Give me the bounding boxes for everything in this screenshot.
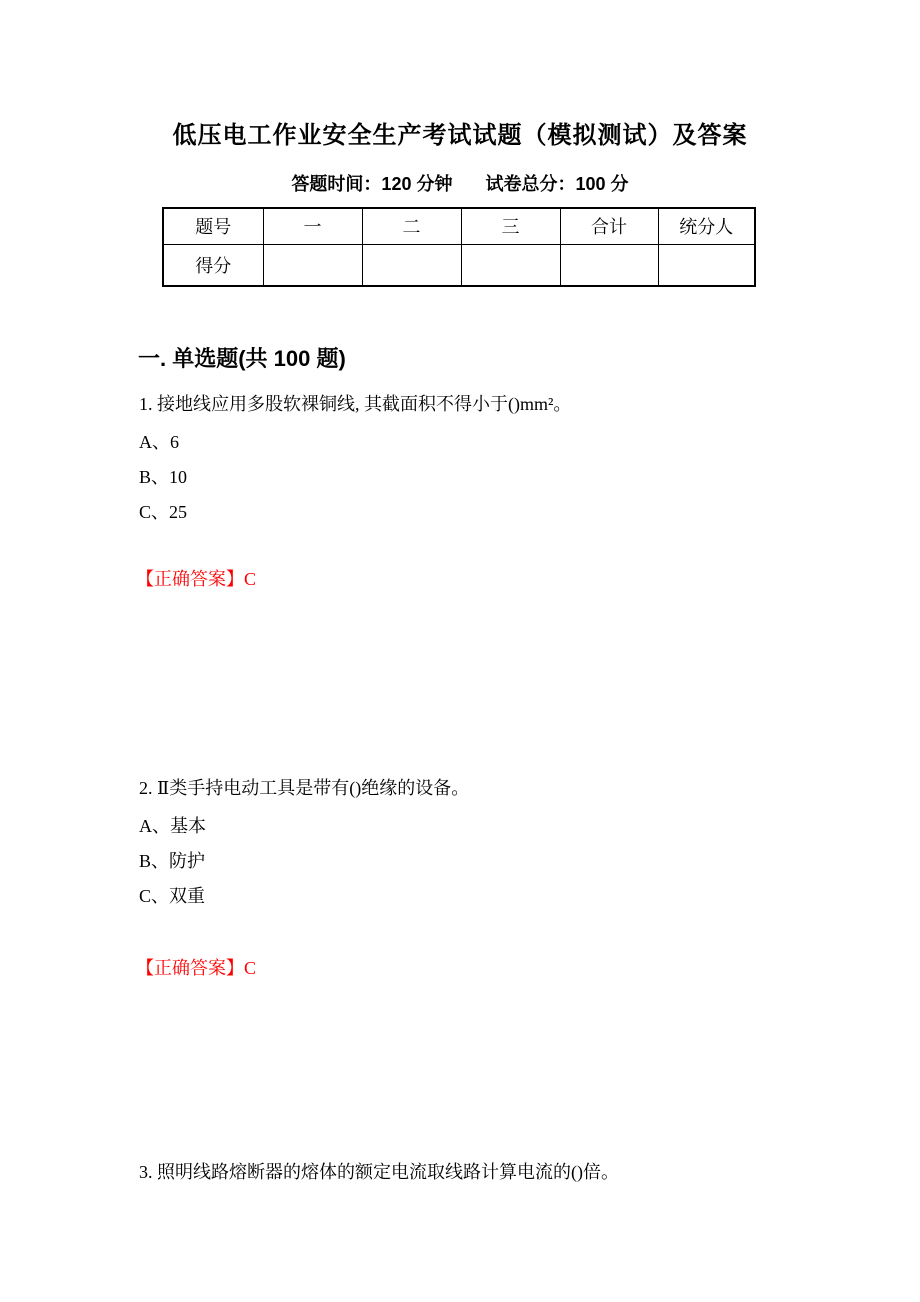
question-1-answer bbox=[136, 569, 256, 590]
question-1-option-b: B、10 bbox=[139, 467, 188, 487]
exam-time-label: 答题时间：120 分钟 bbox=[291, 174, 453, 194]
question-3-text: 3. 照明线路熔断器的熔体的额定电流取线路计算电流的()倍。 bbox=[139, 1162, 619, 1182]
answer-value: C bbox=[244, 569, 257, 589]
question-2-answer bbox=[136, 958, 256, 979]
score-header-part-one: 一 bbox=[263, 208, 362, 244]
score-cell bbox=[461, 244, 560, 286]
score-header-question-number: 题号 bbox=[163, 208, 263, 244]
score-cell bbox=[560, 244, 658, 286]
page-title: 低压电工作业安全生产考试试题（模拟测试）及答案 bbox=[172, 122, 748, 149]
score-table bbox=[162, 207, 756, 287]
question-2-option-b: B、防护 bbox=[139, 851, 206, 871]
answer-value: C bbox=[244, 958, 257, 978]
question-2-option-c: C、双重 bbox=[139, 886, 206, 906]
score-cell bbox=[263, 244, 362, 286]
question-1-option-a: A、6 bbox=[139, 432, 179, 452]
exam-meta bbox=[0, 175, 920, 195]
section-heading: 一. 单选题(共 100 题) bbox=[138, 346, 346, 371]
question-1-text: 1. 接地线应用多股软裸铜线, 其截面积不得小于()mm²。 bbox=[139, 394, 572, 414]
score-header-grader: 统分人 bbox=[658, 208, 755, 244]
score-header-part-three: 三 bbox=[461, 208, 560, 244]
answer-label: 【正确答案】 bbox=[136, 569, 244, 589]
score-cell bbox=[362, 244, 461, 286]
question-1-option-c: C、25 bbox=[139, 502, 188, 522]
question-2-option-a: A、基本 bbox=[139, 816, 206, 836]
score-table-value-row bbox=[163, 244, 755, 286]
score-table-header-row bbox=[163, 208, 755, 244]
score-header-part-two: 二 bbox=[362, 208, 461, 244]
score-header-total: 合计 bbox=[560, 208, 658, 244]
answer-label: 【正确答案】 bbox=[136, 958, 244, 978]
score-cell bbox=[658, 244, 755, 286]
score-row-label: 得分 bbox=[163, 244, 263, 286]
question-2-text: 2. Ⅱ类手持电动工具是带有()绝缘的设备。 bbox=[139, 778, 470, 798]
exam-total-score-label: 试卷总分：100 分 bbox=[485, 174, 629, 194]
